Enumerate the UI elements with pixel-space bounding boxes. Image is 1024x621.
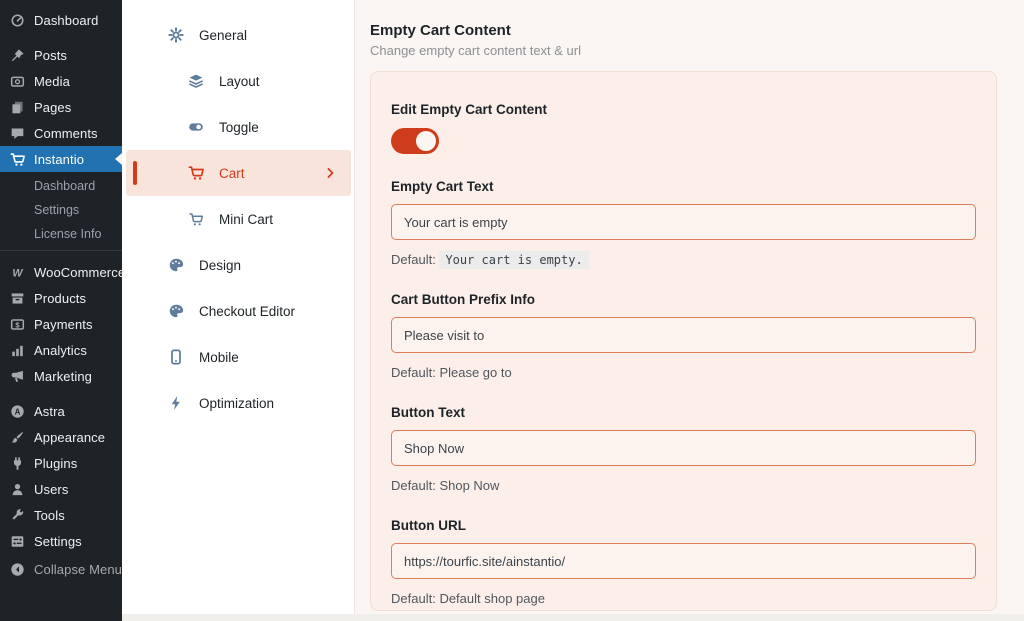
default-value-code: Your cart is empty. — [439, 251, 588, 269]
svg-text:$: $ — [15, 319, 20, 329]
nav-item-toggle[interactable] — [122, 104, 354, 150]
astra-icon — [10, 404, 25, 419]
nav-item-layout[interactable] — [122, 58, 354, 104]
nav-item-label: Cart — [219, 165, 245, 181]
edit-empty-cart-toggle[interactable] — [391, 128, 439, 154]
submenu-item-license-info[interactable] — [0, 222, 122, 246]
toggle-knob — [416, 131, 436, 151]
nav-item-label: Design — [199, 257, 242, 273]
button-url-input[interactable] — [391, 543, 976, 579]
sidebar-item-label: Media — [34, 73, 70, 89]
button-text-label: Button Text — [391, 405, 465, 420]
sidebar-item-label: Pages — [34, 99, 72, 115]
button-text-input[interactable] — [391, 430, 976, 466]
sidebar-item-label: Instantio — [34, 151, 85, 167]
mobile-icon — [168, 349, 184, 365]
analytics-icon — [10, 343, 25, 358]
sidebar-item-settings[interactable] — [0, 528, 122, 554]
pages-icon — [10, 100, 25, 115]
sidebar-item-label: Marketing — [34, 368, 92, 384]
wp-admin-sidebar — [0, 0, 126, 621]
sidebar-item-plugins[interactable] — [0, 450, 122, 476]
sidebar-item-label: Users — [34, 481, 69, 497]
nav-item-label: Mobile — [199, 349, 239, 365]
payments-icon — [10, 317, 25, 332]
sidebar-item-woocommerce[interactable] — [0, 259, 126, 285]
appearance-icon — [10, 430, 25, 445]
nav-item-label: Mini Cart — [219, 211, 274, 227]
button-url-default — [391, 591, 976, 606]
nav-item-checkout-editor[interactable] — [122, 288, 354, 334]
button-text-default — [391, 478, 976, 493]
sidebar-item-label: Posts — [34, 47, 68, 63]
sidebar-item-dashboard[interactable] — [0, 7, 122, 33]
nav-item-mini-cart[interactable] — [122, 196, 354, 242]
submenu-item-settings[interactable] — [0, 198, 122, 222]
instantio-cart-icon — [10, 152, 25, 167]
default-value: Please go to — [439, 365, 512, 380]
plugins-icon — [10, 456, 25, 471]
default-prefix: Default: — [391, 478, 436, 493]
submenu-item-label: Settings — [34, 203, 80, 217]
toggle-icon — [188, 119, 204, 135]
sidebar-item-analytics[interactable] — [0, 337, 122, 363]
cart-button-prefix-input[interactable] — [391, 317, 976, 353]
submenu-item-label: License Info — [34, 227, 102, 241]
page-title: Empty Cart Content — [370, 22, 511, 39]
empty-cart-text-input[interactable] — [391, 204, 976, 240]
edit-empty-cart-label: Edit Empty Cart Content — [391, 102, 548, 117]
nav-item-label: Optimization — [199, 395, 275, 411]
sidebar-item-astra[interactable] — [0, 398, 122, 424]
submenu-item-label: Dashboard — [34, 179, 96, 193]
users-icon — [10, 482, 25, 497]
sidebar-item-appearance[interactable] — [0, 424, 122, 450]
cart-button-prefix-label: Cart Button Prefix Info — [391, 292, 535, 307]
sidebar-item-tools[interactable] — [0, 502, 122, 528]
sidebar-item-users[interactable] — [0, 476, 122, 502]
sidebar-item-label: Astra — [34, 403, 65, 419]
woocommerce-icon — [10, 265, 25, 280]
default-prefix: Default: — [391, 365, 436, 380]
sidebar-item-label: Tools — [34, 507, 65, 523]
submenu-item-dashboard[interactable] — [0, 174, 122, 198]
nav-item-label: Toggle — [219, 119, 259, 135]
collapse-menu-button[interactable] — [0, 556, 122, 582]
nav-item-mobile[interactable] — [122, 334, 354, 380]
nav-item-general[interactable] — [122, 12, 354, 58]
page-bottom-strip — [122, 614, 1024, 621]
default-prefix: Default: — [391, 591, 436, 606]
nav-item-label: Layout — [219, 73, 260, 89]
sidebar-item-label: Appearance — [34, 429, 106, 445]
sidebar-item-marketing[interactable] — [0, 363, 122, 389]
cart-button-prefix-default — [391, 365, 976, 380]
sidebar-item-label: Comments — [34, 125, 98, 141]
instantio-settings-nav — [122, 0, 355, 621]
chevron-right-icon — [325, 167, 337, 179]
sidebar-item-label: Settings — [34, 533, 82, 549]
empty-cart-text-default — [391, 252, 976, 267]
marketing-icon — [10, 369, 25, 384]
sidebar-item-label: WooCommerce — [34, 264, 126, 280]
collapse-icon — [10, 562, 25, 577]
media-icon — [10, 74, 25, 89]
sidebar-item-payments[interactable] — [0, 311, 122, 337]
palette-icon — [168, 303, 184, 319]
sidebar-item-label: Dashboard — [34, 12, 99, 28]
sidebar-item-label: Products — [34, 290, 87, 306]
settings-content — [355, 0, 1024, 621]
default-value: Default shop page — [439, 591, 545, 606]
layers-icon — [188, 73, 204, 89]
palette-icon — [168, 257, 184, 273]
nav-item-design[interactable] — [122, 242, 354, 288]
page-subtitle: Change empty cart content text & url — [370, 43, 581, 58]
sidebar-item-pages[interactable] — [0, 94, 122, 120]
instantio-submenu — [0, 172, 122, 251]
sidebar-item-posts[interactable] — [0, 42, 122, 68]
nav-item-optimization[interactable] — [122, 380, 354, 426]
gear-icon — [168, 27, 184, 43]
sidebar-item-label: Plugins — [34, 455, 78, 471]
tools-icon — [10, 508, 25, 523]
comments-icon — [10, 126, 25, 141]
nav-item-label: Checkout Editor — [199, 303, 296, 319]
empty-cart-text-label: Empty Cart Text — [391, 179, 494, 194]
empty-cart-settings-panel — [370, 71, 997, 611]
sidebar-item-label: Payments — [34, 316, 93, 332]
products-icon — [10, 291, 25, 306]
svg-text:A: A — [14, 406, 21, 416]
dashboard-icon — [10, 13, 25, 28]
bolt-icon — [168, 395, 184, 411]
nav-item-label: General — [199, 27, 248, 43]
button-url-label: Button URL — [391, 518, 466, 533]
sidebar-item-comments[interactable] — [0, 120, 122, 146]
sidebar-item-products[interactable] — [0, 285, 122, 311]
cart-icon — [188, 165, 204, 181]
pushpin-icon — [10, 48, 25, 63]
default-value: Shop Now — [439, 478, 500, 493]
svg-text:W: W — [12, 266, 23, 279]
nav-item-cart[interactable] — [126, 150, 351, 196]
default-prefix: Default: — [391, 252, 436, 267]
sidebar-item-instantio[interactable] — [0, 146, 122, 172]
sidebar-item-label: Analytics — [34, 342, 87, 358]
settings-icon — [10, 534, 25, 549]
mini-cart-icon — [188, 211, 204, 227]
active-item-pointer — [115, 153, 122, 165]
sidebar-item-label: Collapse Menu — [34, 561, 123, 577]
sidebar-item-media[interactable] — [0, 68, 122, 94]
